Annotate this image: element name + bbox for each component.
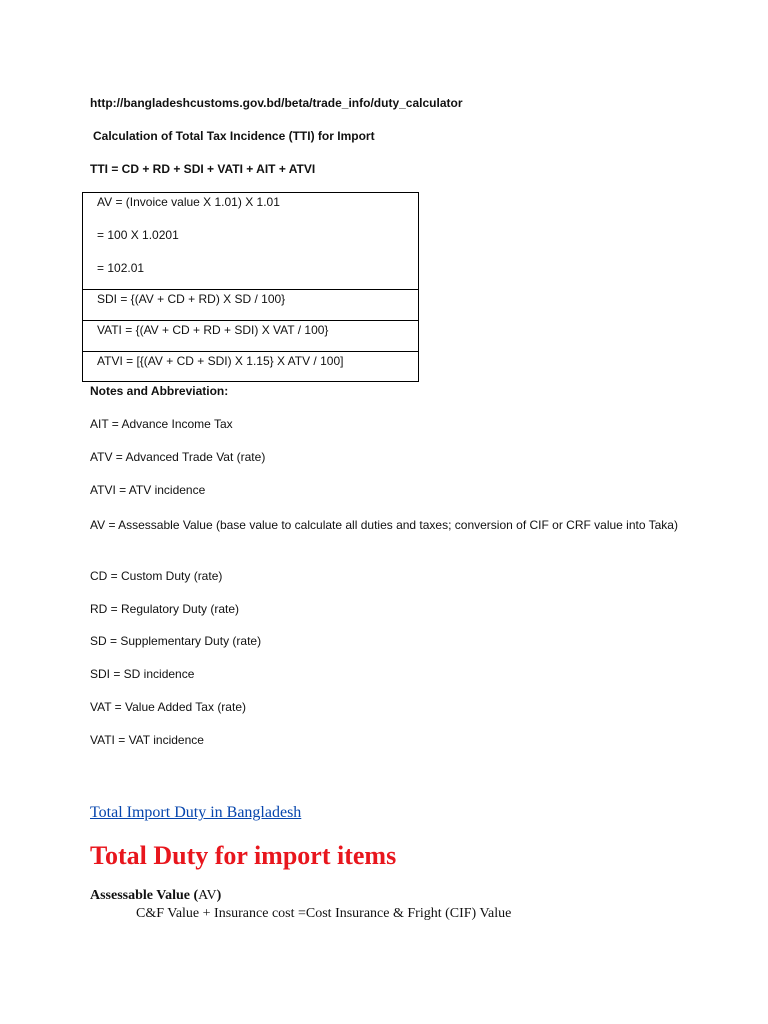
av-label: Assessable Value ( [90, 888, 199, 903]
av-label-line [90, 887, 221, 905]
av-abbr: AV [198, 888, 217, 903]
note-atvi: ATVI = ATV incidence [90, 483, 206, 497]
av-close: ) [216, 888, 222, 903]
note-sdi: SDI = SD incidence [90, 667, 195, 681]
note-ait: AIT = Advance Income Tax [90, 417, 233, 431]
av-cell [82, 192, 419, 289]
big-heading: Total Duty for import items [90, 841, 397, 870]
note-av: AV = Assessable Value (base value to calculate all duties and taxes; conversion of CIF or CRF value into Taka) [90, 518, 678, 532]
av-line-2: = 100 X 1.0201 [97, 228, 179, 242]
sdi-formula: SDI = {(AV + CD + RD) X SD / 100} [97, 292, 286, 306]
note-vati: VATI = VAT incidence [90, 733, 204, 747]
vati-formula: VATI = {(AV + CD + RD + SDI) X VAT / 100} [97, 323, 329, 337]
subtitle: Calculation of Total Tax Incidence (TTI) for Import [93, 129, 375, 143]
note-vat: VAT = Value Added Tax (rate) [90, 700, 246, 714]
vati-cell [82, 320, 419, 351]
tti-formula: TTI = CD + RD + SDI + VATI + AIT + ATVI [90, 162, 316, 176]
av-line-3: = 102.01 [97, 261, 145, 275]
av-line-1: AV = (Invoice value X 1.01) X 1.01 [97, 195, 280, 209]
note-cd: CD = Custom Duty (rate) [90, 569, 223, 583]
av-definition: C&F Value + Insurance cost =Cost Insurance & Fright (CIF) Value [136, 906, 512, 921]
sdi-cell [82, 289, 419, 320]
total-import-duty-link[interactable]: Total Import Duty in Bangladesh [90, 804, 302, 821]
atvi-cell [82, 351, 419, 382]
source-url: http://bangladeshcustoms.gov.bd/beta/trade_info/duty_calculator [90, 96, 463, 110]
note-rd: RD = Regulatory Duty (rate) [90, 602, 240, 616]
note-sd: SD = Supplementary Duty (rate) [90, 634, 262, 648]
note-atv: ATV = Advanced Trade Vat (rate) [90, 450, 266, 464]
notes-heading: Notes and Abbreviation: [90, 384, 229, 398]
atvi-formula: ATVI = [{(AV + CD + SDI) X 1.15} X ATV / 100] [97, 354, 344, 368]
